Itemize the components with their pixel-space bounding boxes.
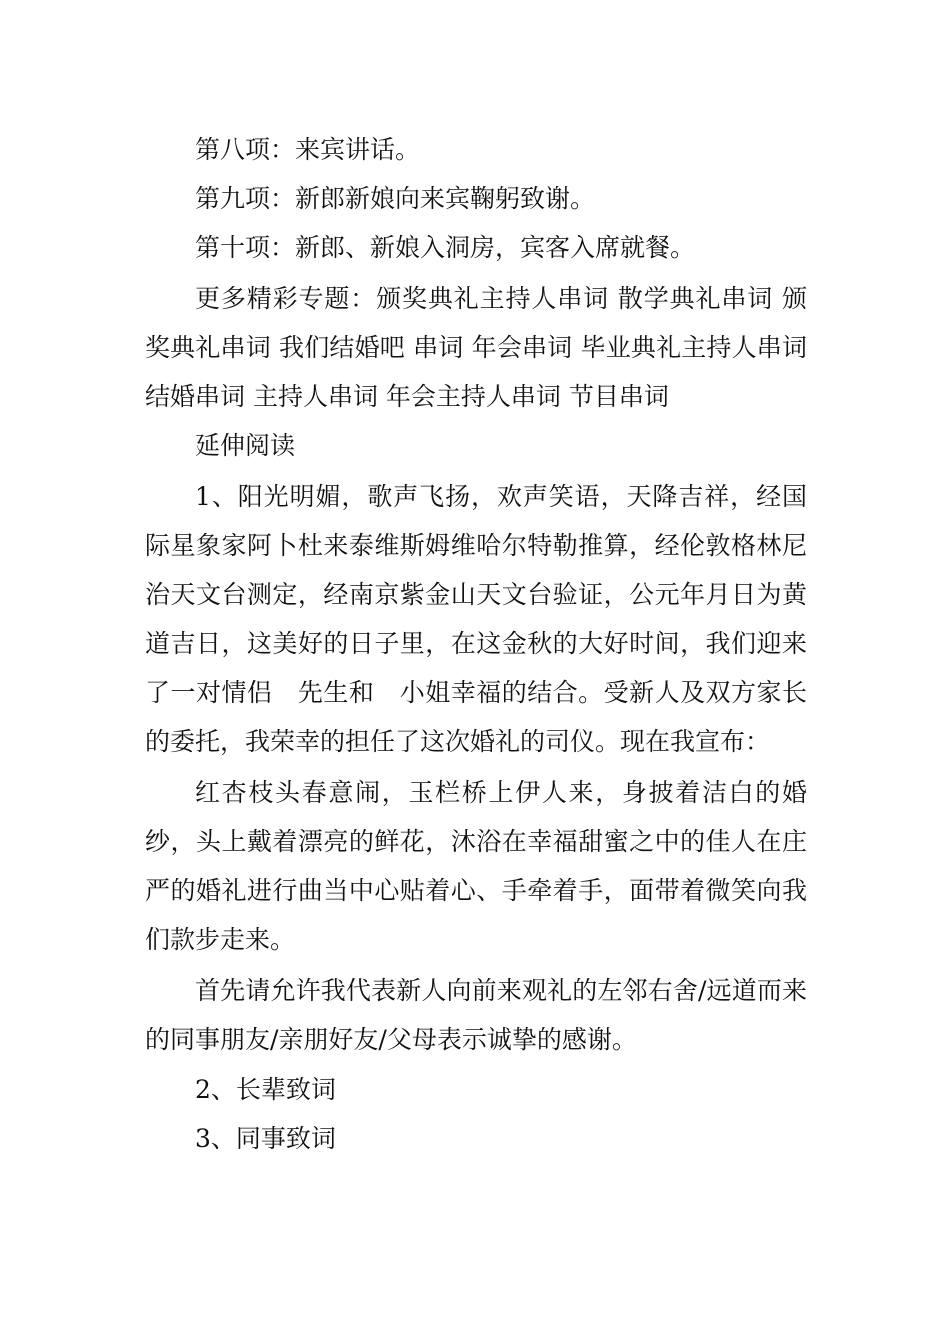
item-10: 第十项：新郎、新娘入洞房，宾客入席就餐。 (195, 233, 696, 262)
sub-item-colleague-speech: 3、同事致词 (195, 1124, 336, 1153)
item-8: 第八项：来宾讲话。 (195, 135, 421, 164)
item-9: 第九项：新郎新娘向来宾鞠躬致谢。 (195, 184, 596, 213)
sub-item-elder-speech: 2、长辈致词 (195, 1075, 336, 1104)
paragraph-thanks: 首先请允许我代表新人向前来观礼的左邻右舍/远道而来的同事朋友/亲朋好友/父母表示诚挚的感谢。 (145, 976, 807, 1054)
document-body (145, 126, 807, 1163)
paragraph-bride-entrance: 红杏枝头春意闹，玉栏桥上伊人来，身披着洁白的婚纱，头上戴着漂亮的鲜花，沐浴在幸福甜蜜之中的佳人在庄严的婚礼进行曲当中心贴着心、手牵着手，面带着微笑向我们款步走来。 (145, 778, 807, 954)
extended-reading-heading: 延伸阅读 (195, 431, 296, 460)
topics-paragraph: 更多精彩专题：颁奖典礼主持人串词 散学典礼串词 颁奖典礼串词 我们结婚吧 串词 年会串词 毕业典礼主持人串词 结婚串词 主持人串词 年会主持人串词 节目串词 (145, 284, 807, 411)
paragraph-announcement: 1、阳光明媚，歌声飞扬，欢声笑语，天降吉祥，经国际星象家阿卜杜来泰维斯姆维哈尔特勒推算，经伦敦格林尼治天文台测定，经南京紫金山天文台验证，公元年月日为黄道吉日，这美好的日子里，在这金秋的大好时间，我们迎来了一对情侣 先生和 小姐幸福的结合。受新人及双方家长的委托，我荣幸的担任了这次婚礼的司仪。现在我宣布： (145, 482, 807, 756)
